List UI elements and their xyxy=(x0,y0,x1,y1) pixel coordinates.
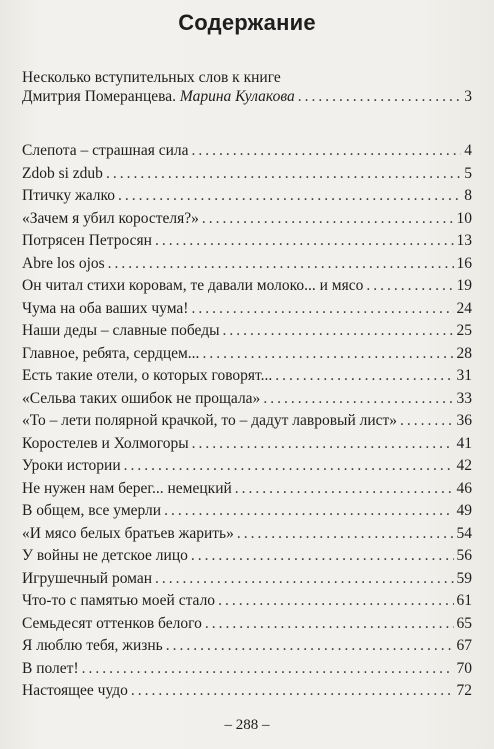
toc-entry-page: 67 xyxy=(456,637,472,654)
toc-entry xyxy=(22,570,472,592)
toc-entry-page: 41 xyxy=(456,434,472,452)
toc-entry-title: Птичку жалко xyxy=(22,187,115,204)
intro-line: Несколько вступительных слов к книге xyxy=(22,69,281,86)
dot-leader xyxy=(400,412,453,430)
toc-entry-title: «То – лети полярной крачкой, то – дадут лавровый лист» xyxy=(22,412,398,429)
toc-entry-page: 19 xyxy=(456,277,472,294)
toc-entry-intro xyxy=(22,88,472,110)
dot-leader xyxy=(202,345,453,363)
toc-entry-title: Игрушечный роман xyxy=(22,569,153,587)
dot-leader xyxy=(223,322,454,340)
toc-entry-page: 72 xyxy=(456,682,472,699)
dot-leader xyxy=(155,570,453,588)
dot-leader xyxy=(235,480,454,498)
toc-entry xyxy=(22,525,472,547)
toc-entry xyxy=(22,232,472,254)
toc-entry-title: «Сельва таких ошибок не прощала» xyxy=(22,389,261,407)
toc-entry-title: Есть такие отели, о которых говорят... xyxy=(22,367,273,384)
dot-leader xyxy=(166,637,454,655)
toc-entry-page: 61 xyxy=(456,592,472,609)
dot-leader xyxy=(275,367,453,385)
toc-entry-page: 10 xyxy=(456,209,472,227)
toc-entry-title: В общем, все умерли xyxy=(22,502,162,519)
dot-leader xyxy=(192,435,454,453)
toc-entry xyxy=(22,682,472,704)
dot-leader xyxy=(191,300,453,318)
toc-entry-title: Настоящее чудо xyxy=(22,682,128,699)
toc-entry-title: Он читал стихи коровам, те давали молоко... и мясо xyxy=(22,277,364,294)
toc-entry xyxy=(22,300,472,322)
page-number: – 288 – xyxy=(224,717,270,733)
toc-entry-title: Не нужен нам берег... немецкий xyxy=(22,479,232,497)
toc-entry-page: 65 xyxy=(456,614,472,632)
dot-leader xyxy=(131,682,454,700)
toc-entry xyxy=(22,660,472,682)
toc-entry-page: 31 xyxy=(456,367,472,384)
dot-leader xyxy=(192,142,462,160)
toc-entry xyxy=(22,547,472,569)
toc-entry xyxy=(22,187,472,209)
toc-entry-page: 5 xyxy=(464,164,472,182)
toc-entry-page: 3 xyxy=(464,88,472,105)
toc-entry xyxy=(22,592,472,614)
toc-entry-page: 56 xyxy=(456,547,472,564)
toc-entry-title: Потрясен Петросян xyxy=(22,232,152,249)
dot-leader xyxy=(191,547,454,565)
toc-entry-title: В полет! xyxy=(22,659,79,677)
dot-leader xyxy=(124,457,454,475)
toc-entry-author: Марина Кулакова xyxy=(179,88,295,105)
toc-entry-title: Главное, ребята, сердцем... xyxy=(22,344,200,362)
toc-entry-page: 24 xyxy=(456,299,472,317)
toc-entry-title: Abre los ojos xyxy=(22,254,105,272)
toc-entry-page: 16 xyxy=(456,254,472,272)
toc-entry xyxy=(22,390,472,412)
toc-entry-page: 33 xyxy=(456,389,472,407)
toc-entry xyxy=(22,435,472,457)
toc-entry xyxy=(22,502,472,524)
toc-entry-title: Я люблю тебя, жизнь xyxy=(22,637,163,654)
toc-entry xyxy=(22,367,472,389)
toc-entry-page: 25 xyxy=(456,322,472,339)
toc-entry xyxy=(22,412,472,434)
dot-leader xyxy=(205,615,454,633)
toc-entry xyxy=(22,615,472,637)
dot-leader xyxy=(118,187,461,205)
dot-leader xyxy=(164,502,453,520)
toc-entry xyxy=(22,142,472,164)
dot-leader xyxy=(106,165,461,183)
toc-entry-page: 36 xyxy=(456,412,472,429)
toc-entry-title: Коростелев и Холмогоры xyxy=(22,434,189,452)
toc-entry-page: 13 xyxy=(456,232,472,249)
toc-entry-title: Дмитрия Померанцева. xyxy=(22,88,176,105)
toc-entry-page: 49 xyxy=(456,502,472,519)
dot-leader xyxy=(82,660,454,678)
toc-entry-title: «Зачем я убил коростеля?» xyxy=(22,209,199,227)
toc-entry-page: 28 xyxy=(456,344,472,362)
dot-leader xyxy=(263,390,453,408)
toc-entry-title: Наши деды – славные победы xyxy=(22,322,220,339)
toc-entry xyxy=(22,210,472,232)
toc-entry xyxy=(22,165,472,187)
dot-leader xyxy=(218,592,453,610)
dot-leader xyxy=(155,232,454,250)
dot-leader xyxy=(237,525,454,543)
toc-entry-title: Уроки истории xyxy=(22,457,121,474)
toc-entry-page: 42 xyxy=(456,457,472,474)
dot-leader xyxy=(202,210,454,228)
toc-entry-title: Чума на оба ваших чума! xyxy=(22,299,189,317)
toc-entry-title: «И мясо белых братьев жарить» xyxy=(22,524,234,542)
toc-entry-page: 54 xyxy=(456,524,472,542)
toc-entry xyxy=(22,255,472,277)
toc-entry-page: 8 xyxy=(464,187,472,204)
toc-entry xyxy=(22,322,472,344)
toc-entry-page: 46 xyxy=(456,479,472,497)
toc-entry-title: Zdob si zdub xyxy=(22,164,103,182)
toc-entry-page: 4 xyxy=(464,142,472,159)
page-title: Содержание xyxy=(178,10,316,35)
toc-entry xyxy=(22,457,472,479)
dot-leader xyxy=(366,277,453,295)
toc-entry xyxy=(22,345,472,367)
toc-entry xyxy=(22,480,472,502)
toc-entry-title: У войны не детское лицо xyxy=(22,547,188,564)
toc-entry-page: 70 xyxy=(456,659,472,677)
toc-entry-title: Что-то с памятью моей стало xyxy=(22,592,216,609)
dot-leader xyxy=(108,255,454,273)
toc-entry-title: Семьдесят оттенков белого xyxy=(22,614,202,632)
toc-entry xyxy=(22,277,472,299)
dot-leader xyxy=(298,88,462,106)
toc-entry xyxy=(22,637,472,659)
toc-entry-page: 59 xyxy=(456,569,472,587)
toc-entry-title: Слепота – страшная сила xyxy=(22,142,189,159)
